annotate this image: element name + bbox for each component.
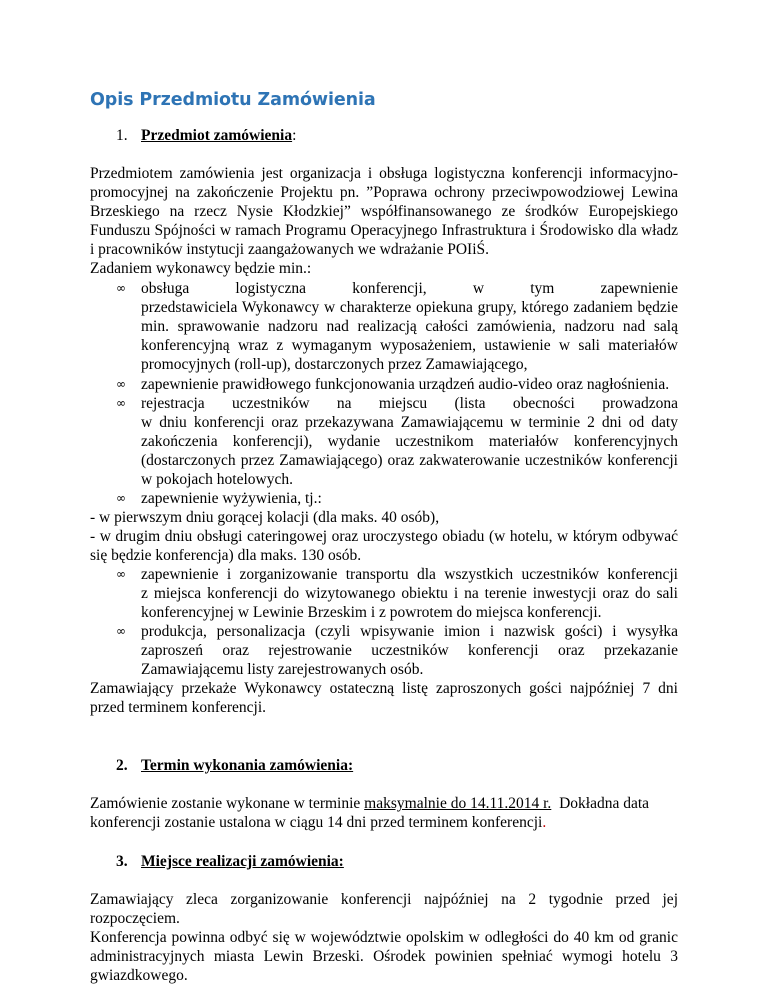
text-line [90, 813, 678, 832]
list-item-text [141, 375, 678, 394]
infinity-bullet-icon: ∞ [116, 624, 126, 638]
text-line: Funduszu Spójności w ramach Programu Operacyjnego Infrastruktura i Środowisko dla władz [90, 222, 678, 240]
term-period: . [542, 814, 547, 832]
text-line: zapewnienie wyżywienia, tj.: [141, 490, 322, 507]
text-line: zakończenia konferencji), wydanie uczestnikom materiałów konferencyjnych [141, 433, 678, 451]
text-line: Brzeskiego na rzecz Nysie Kłodzkiej” współfinansowanego ze środków Europejskiego [90, 203, 678, 221]
text-line: konferencyjną wraz z wymaganym wyposażeniem, ustawienie w sali materiałów [141, 337, 678, 355]
list-item-text [141, 489, 678, 508]
text-line: Zamawiającemu listy zarejestrowanych osób. [141, 661, 424, 679]
text-line: przedstawiciela Wykonawcy w charakterze opiekuna grupy, którego zadaniem będzie [141, 299, 678, 317]
text-line: produkcja, personalizacja (czyli wpisywanie imion i nazwisk gości) i wysyłka [141, 623, 678, 640]
text-line: (dostarczonych przez Zamawiającego) oraz zakwaterowanie uczestników konferencji [141, 452, 678, 470]
section-number: 3. [116, 853, 128, 870]
place-paragraph [90, 890, 678, 985]
text-line: przed terminem konferencji. [90, 699, 267, 717]
infinity-bullet-icon: ∞ [116, 491, 126, 505]
text-line: się będzie konferencja) dla maks. 130 osób. [90, 547, 362, 565]
infinity-bullet-icon: ∞ [116, 377, 126, 391]
text-line: min. sprawowanie nadzoru nad realizacją całości zamówienia, nadzoru nad salą [141, 318, 678, 336]
term-text: konferencji zostanie ustalona w ciągu 14 dni przed terminem konferencji [90, 814, 543, 832]
tasks-label: Zadaniem wykonawcy będzie min.: [90, 260, 312, 278]
document-heading: Opis Przedmiotu Zamówienia [90, 90, 376, 110]
text-line: Konferencja powinna odbyć się w województwie opolskim w odległości do 40 km od granic [90, 929, 678, 947]
deadline-text: maksymalnie do 14.11.2014 r. [364, 795, 552, 812]
text-line: i pracowników instytucji zaangażowanych we wdrażanie POIiŚ. [90, 241, 489, 259]
text-line: Przedmiotem zamówienia jest organizacja i obsługa logistyczna konferencji informacyjno- [90, 165, 678, 182]
text-line: gwiazdkowego. [90, 967, 188, 985]
closing-paragraph [90, 679, 678, 717]
term-paragraph [90, 794, 678, 832]
text-line: rozpoczęciem. [90, 910, 180, 928]
section-title: Termin wykonania zamówienia: [141, 757, 354, 774]
section-1-header [90, 126, 296, 145]
text-line: konferencyjnej w Lewinie Brzeskim i z powrotem do miejsca konferencji. [141, 604, 602, 622]
text-line: administracyjnych miasta Lewin Brzeski. Ośrodek powinien spełniać wymogi hotelu 3 [90, 948, 678, 966]
section-title: Przedmiot zamówienia [141, 127, 293, 144]
list-item-text [141, 394, 678, 489]
text-line: zapewnienie i zorganizowanie transportu dla wszystkich uczestników konferencji [141, 566, 678, 583]
text-line: zapewnienie prawidłowego funkcjonowania urządzeń audio-video oraz nagłośnienia. [141, 376, 670, 393]
term-text: Dokładna data [551, 795, 650, 812]
section-2-header [90, 756, 353, 775]
text-line [90, 794, 678, 813]
infinity-bullet-icon: ∞ [116, 281, 126, 295]
text-line: - w pierwszym dniu gorącej kolacji (dla maks. 40 osób), [90, 509, 440, 526]
text-line: z miejsca konferencji do wizytowanego obiektu i na terenie inwestycji oraz do sali [141, 585, 678, 603]
text-line: rejestracja uczestników na miejscu (lista obecności prowadzona [141, 395, 678, 412]
text-line: obsługa logistyczna konferencji, w tym zapewnienie [141, 280, 678, 297]
list-item-text [141, 622, 678, 679]
text-line: - w drugim dniu obsługi cateringowej oraz uroczystego obiadu (w hotelu, w którym odbywać [90, 528, 678, 546]
text-line: Zamawiający zleca zorganizowanie konferencji najpóźniej na 2 tygodnie przed jej [90, 891, 678, 908]
text-line: zaproszeń oraz rejestrowanie uczestników konferencji oraz przekazanie [141, 642, 678, 660]
section-number: 1. [116, 127, 128, 144]
text-line: promocyjnej na zakończenie Projektu pn. ”Poprawa ochrony przeciwpowodziowej Lewina [90, 184, 678, 202]
text-line: Zamawiający przekaże Wykonawcy ostateczną listę zaproszonych gości najpóźniej 7 dni [90, 680, 678, 697]
meal-details [90, 508, 678, 565]
section-title-suffix: : [292, 127, 297, 144]
text-line: promocyjnych (roll-up), dostarczonych przez Zamawiającego, [141, 356, 528, 374]
section-title: Miejsce realizacji zamówienia: [141, 853, 344, 870]
list-item-text [141, 565, 678, 622]
section-number: 2. [116, 757, 128, 774]
text-line: w pokojach hotelowych. [141, 471, 293, 489]
intro-paragraph [90, 164, 678, 279]
text-line: w dniu konferencji oraz przekazywana Zamawiającemu w terminie 2 dni od daty [141, 414, 678, 432]
term-text: Zamówienie zostanie wykonane w terminie [90, 795, 365, 812]
infinity-bullet-icon: ∞ [116, 567, 126, 581]
list-item-text [141, 279, 678, 374]
section-3-header [90, 852, 344, 871]
infinity-bullet-icon: ∞ [116, 396, 126, 410]
